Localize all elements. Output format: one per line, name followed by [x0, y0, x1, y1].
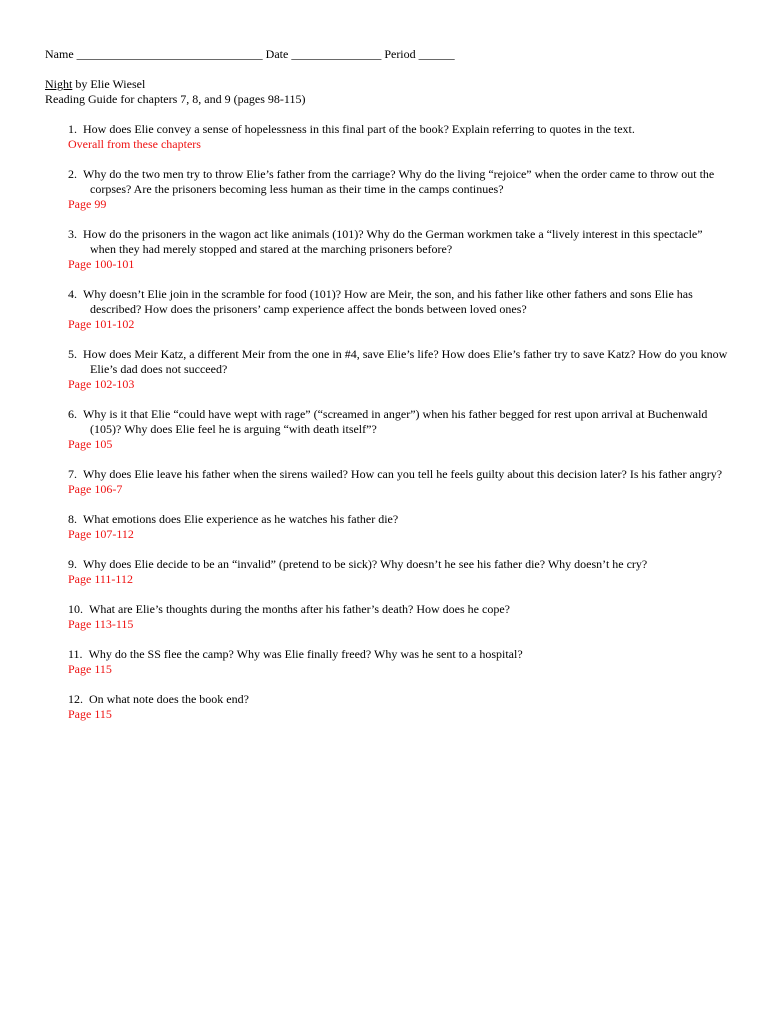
answer-reference: Page 106-7 — [68, 482, 123, 496]
question-number: 12. — [68, 692, 83, 706]
student-header — [45, 47, 455, 62]
answer-reference: Page 107-112 — [68, 527, 134, 541]
question-text — [68, 647, 728, 662]
document-subtitle: Reading Guide for chapters 7, 8, and 9 (pages 98-115) — [45, 92, 306, 106]
answer-reference: Page 115 — [68, 662, 112, 676]
question-body: What are Elie’s thoughts during the months after his father’s death? How does he cope? — [89, 602, 510, 616]
date-label: Date — [265, 47, 289, 61]
answer-reference: Page 105 — [68, 437, 113, 451]
question-number: 6. — [68, 407, 77, 421]
question-text — [68, 122, 728, 137]
question-text — [68, 692, 728, 707]
question-number: 2. — [68, 167, 77, 181]
answer-reference: Page 101-102 — [68, 317, 135, 331]
period-label: Period — [384, 47, 416, 61]
question-number: 5. — [68, 347, 77, 361]
question-item — [68, 407, 728, 452]
question-item — [68, 347, 728, 392]
question-item — [68, 122, 728, 152]
question-body: Why doesn’t Elie join in the scramble for food (101)? How are Meir, the son, and his father like other fathers and sons Elie has described? How does the prisoners’ camp experience affect the bonds between loved ones? — [83, 287, 693, 316]
question-text — [68, 287, 728, 317]
question-text — [68, 557, 728, 572]
question-number: 8. — [68, 512, 77, 526]
question-number: 10. — [68, 602, 83, 616]
question-body: How do the prisoners in the wagon act like animals (101)? Why do the German workmen take a “lively interest in this spectacle” when they had merely stopped and stared at the marching prisoners before? — [83, 227, 703, 256]
book-author: by Elie Wiesel — [72, 77, 146, 91]
question-text — [68, 407, 728, 437]
document-title — [45, 77, 145, 92]
answer-reference: Page 102-103 — [68, 377, 135, 391]
question-body: Why does Elie decide to be an “invalid” (pretend to be sick)? Why doesn’t he see his father die? Why doesn’t he cry? — [83, 557, 648, 571]
question-body: Why is it that Elie “could have wept with rage” (“screamed in anger”) when his father begged for rest upon arrival at Buchenwald (105)? Why does Elie feel he is arguing “with death itself”? — [83, 407, 708, 436]
question-body: Why does Elie leave his father when the sirens wailed? How can you tell he feels guilty about this decision later? Is his father angry? — [83, 467, 723, 481]
answer-reference: Overall from these chapters — [68, 137, 201, 151]
question-number: 11. — [68, 647, 83, 661]
question-body: How does Elie convey a sense of hopelessness in this final part of the book? Explain referring to quotes in the text. — [83, 122, 635, 136]
answer-reference: Page 100-101 — [68, 257, 135, 271]
question-item — [68, 557, 728, 587]
question-body: What emotions does Elie experience as he watches his father die? — [83, 512, 399, 526]
question-text — [68, 467, 728, 482]
question-number: 3. — [68, 227, 77, 241]
question-item — [68, 647, 728, 677]
question-item — [68, 602, 728, 632]
question-text — [68, 512, 728, 527]
question-text — [68, 167, 728, 197]
question-body: How does Meir Katz, a different Meir from the one in #4, save Elie’s life? How does Elie’s father try to save Katz? How do you know Elie’s dad does not succeed? — [83, 347, 728, 376]
question-body: Why do the SS flee the camp? Why was Elie finally freed? Why was he sent to a hospital? — [88, 647, 523, 661]
date-blank: _______________ — [291, 47, 382, 61]
answer-reference: Page 113-115 — [68, 617, 134, 631]
question-item — [68, 692, 728, 722]
answer-reference: Page 111-112 — [68, 572, 133, 586]
question-body: Why do the two men try to throw Elie’s father from the carriage? Why do the living “rejoice” when the order came to throw out the corpses? Are the prisoners becoming less human as their time in the camps continues? — [83, 167, 715, 196]
question-number: 9. — [68, 557, 77, 571]
name-blank: _______________________________ — [76, 47, 263, 61]
question-item — [68, 512, 728, 542]
question-number: 4. — [68, 287, 77, 301]
answer-reference: Page 99 — [68, 197, 107, 211]
period-blank: ______ — [418, 47, 455, 61]
question-item — [68, 287, 728, 332]
question-text — [68, 347, 728, 377]
answer-reference: Page 115 — [68, 707, 112, 721]
question-list — [68, 122, 728, 737]
question-number: 1. — [68, 122, 77, 136]
question-body: On what note does the book end? — [89, 692, 249, 706]
book-title: Night — [45, 77, 73, 91]
question-text — [68, 227, 728, 257]
question-number: 7. — [68, 467, 77, 481]
question-text — [68, 602, 728, 617]
question-item — [68, 227, 728, 272]
name-label: Name — [45, 47, 74, 61]
question-item — [68, 467, 728, 497]
question-item — [68, 167, 728, 212]
